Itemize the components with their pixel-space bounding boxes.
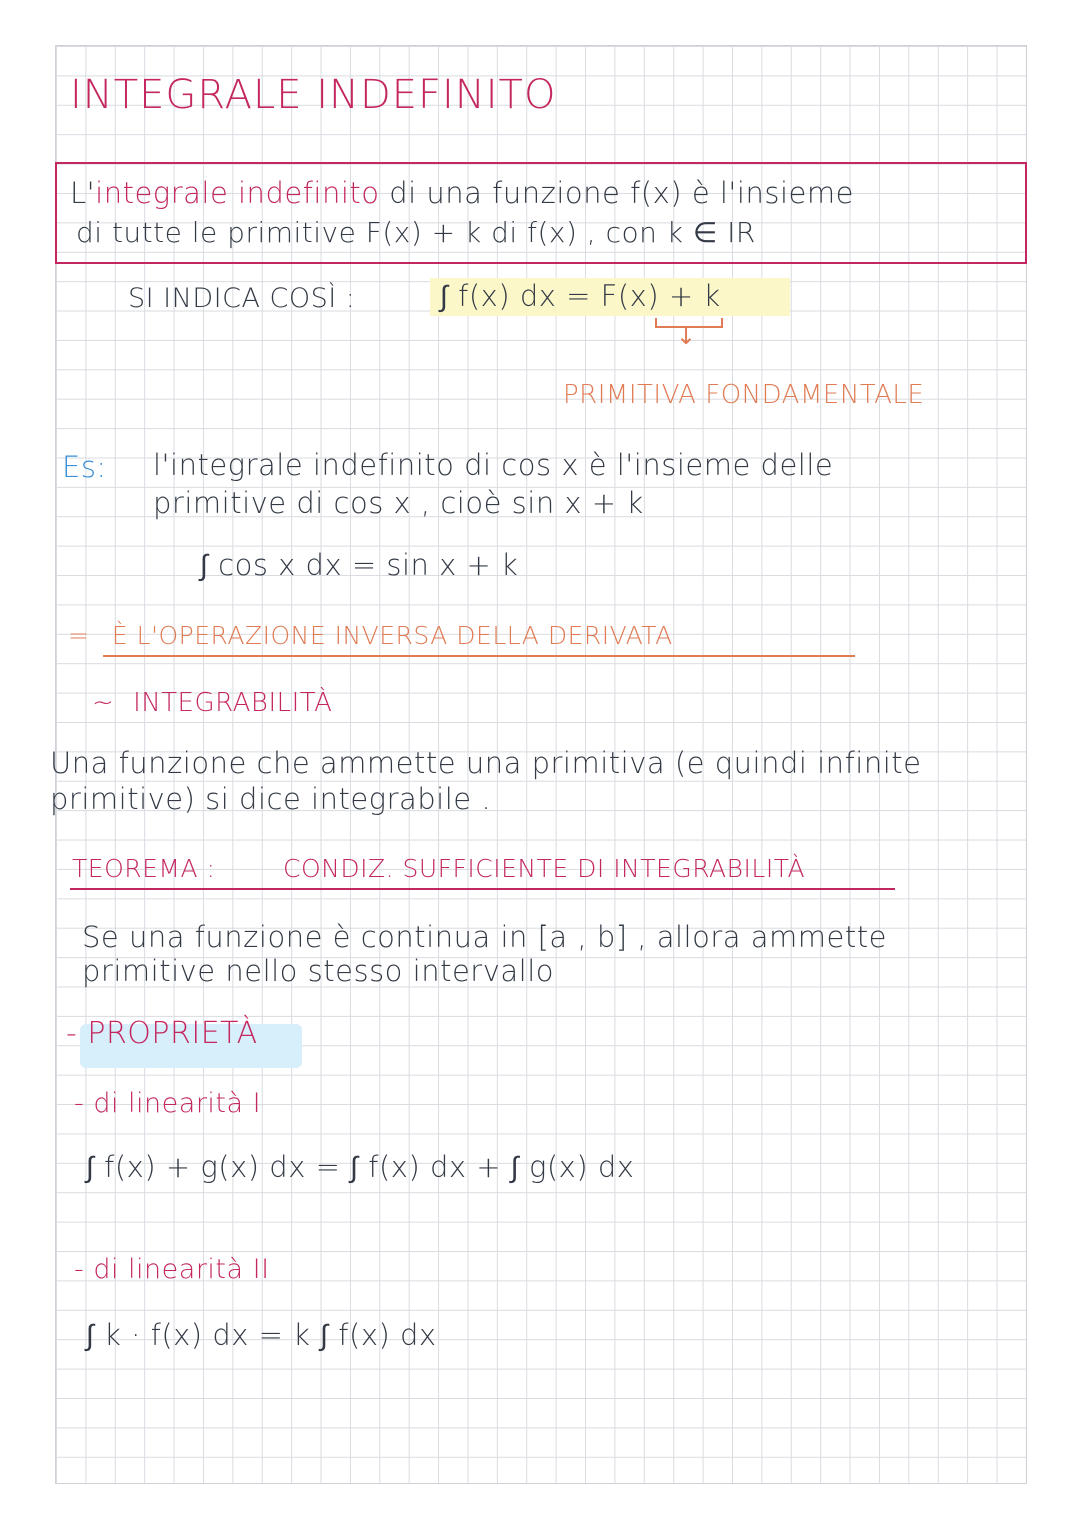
example-label: Es:	[62, 450, 107, 484]
properties-heading: - PROPRIETÀ	[66, 1016, 258, 1051]
integrability-heading	[92, 688, 332, 718]
notation-formula: ∫ f(x) dx = F(x) + k	[440, 279, 721, 313]
inverse-prefix: =	[68, 621, 90, 650]
definition-prefix: L'	[70, 176, 96, 210]
theorem-underline	[70, 888, 895, 890]
linearity-1-label: - di linearità I	[74, 1088, 262, 1119]
example-line-2: primitive di cos x , cioè sin x + k	[153, 486, 644, 520]
linearity-1-formula: ∫ f(x) + g(x) dx = ∫ f(x) dx + ∫ g(x) dx	[86, 1150, 635, 1184]
theorem-label: TEOREMA :	[72, 854, 216, 883]
inverse-underline	[103, 655, 855, 657]
integrability-line-2: primitive) si dice integrabile .	[50, 782, 492, 816]
notation-label: SI INDICA COSÌ :	[128, 283, 356, 314]
example-formula: ∫ cos x dx = sin x + k	[200, 548, 519, 582]
integrability-title: INTEGRABILITÀ	[133, 688, 333, 718]
notation-annotation: PRIMITIVA FONDAMENTALE	[563, 380, 925, 410]
integrability-line-1: Una funzione che ammette una primitiva (e quindi infinite	[50, 746, 922, 780]
linearity-2-formula: ∫ k · f(x) dx = k ∫ f(x) dx	[86, 1318, 437, 1352]
definition-line-2: di tutte le primitive F(x) + k di f(x) , con k ∈ IR	[76, 216, 756, 249]
theorem-line-2: primitive nello stesso intervallo	[82, 954, 555, 988]
theorem-line-1: Se una funzione è continua in [a , b] , allora ammette	[82, 920, 887, 954]
inverse-text: È L'OPERAZIONE INVERSA DELLA DERIVATA	[111, 621, 673, 650]
integrability-prefix: ~	[92, 688, 115, 718]
down-arrow-icon: ↓	[676, 322, 697, 350]
linearity-2-label: - di linearità II	[74, 1254, 270, 1285]
definition-rest: di una funzione f(x) è l'insieme	[379, 176, 854, 210]
definition-term: integrale indefinito	[95, 176, 380, 210]
theorem-title: CONDIZ. SUFFICIENTE DI INTEGRABILITÀ	[283, 854, 806, 883]
page-title: INTEGRALE INDEFINITO	[70, 72, 557, 118]
definition-line-1	[70, 176, 854, 210]
example-line-1: l'integrale indefinito di cos x è l'insieme delle	[153, 448, 834, 482]
inverse-note	[68, 621, 673, 650]
